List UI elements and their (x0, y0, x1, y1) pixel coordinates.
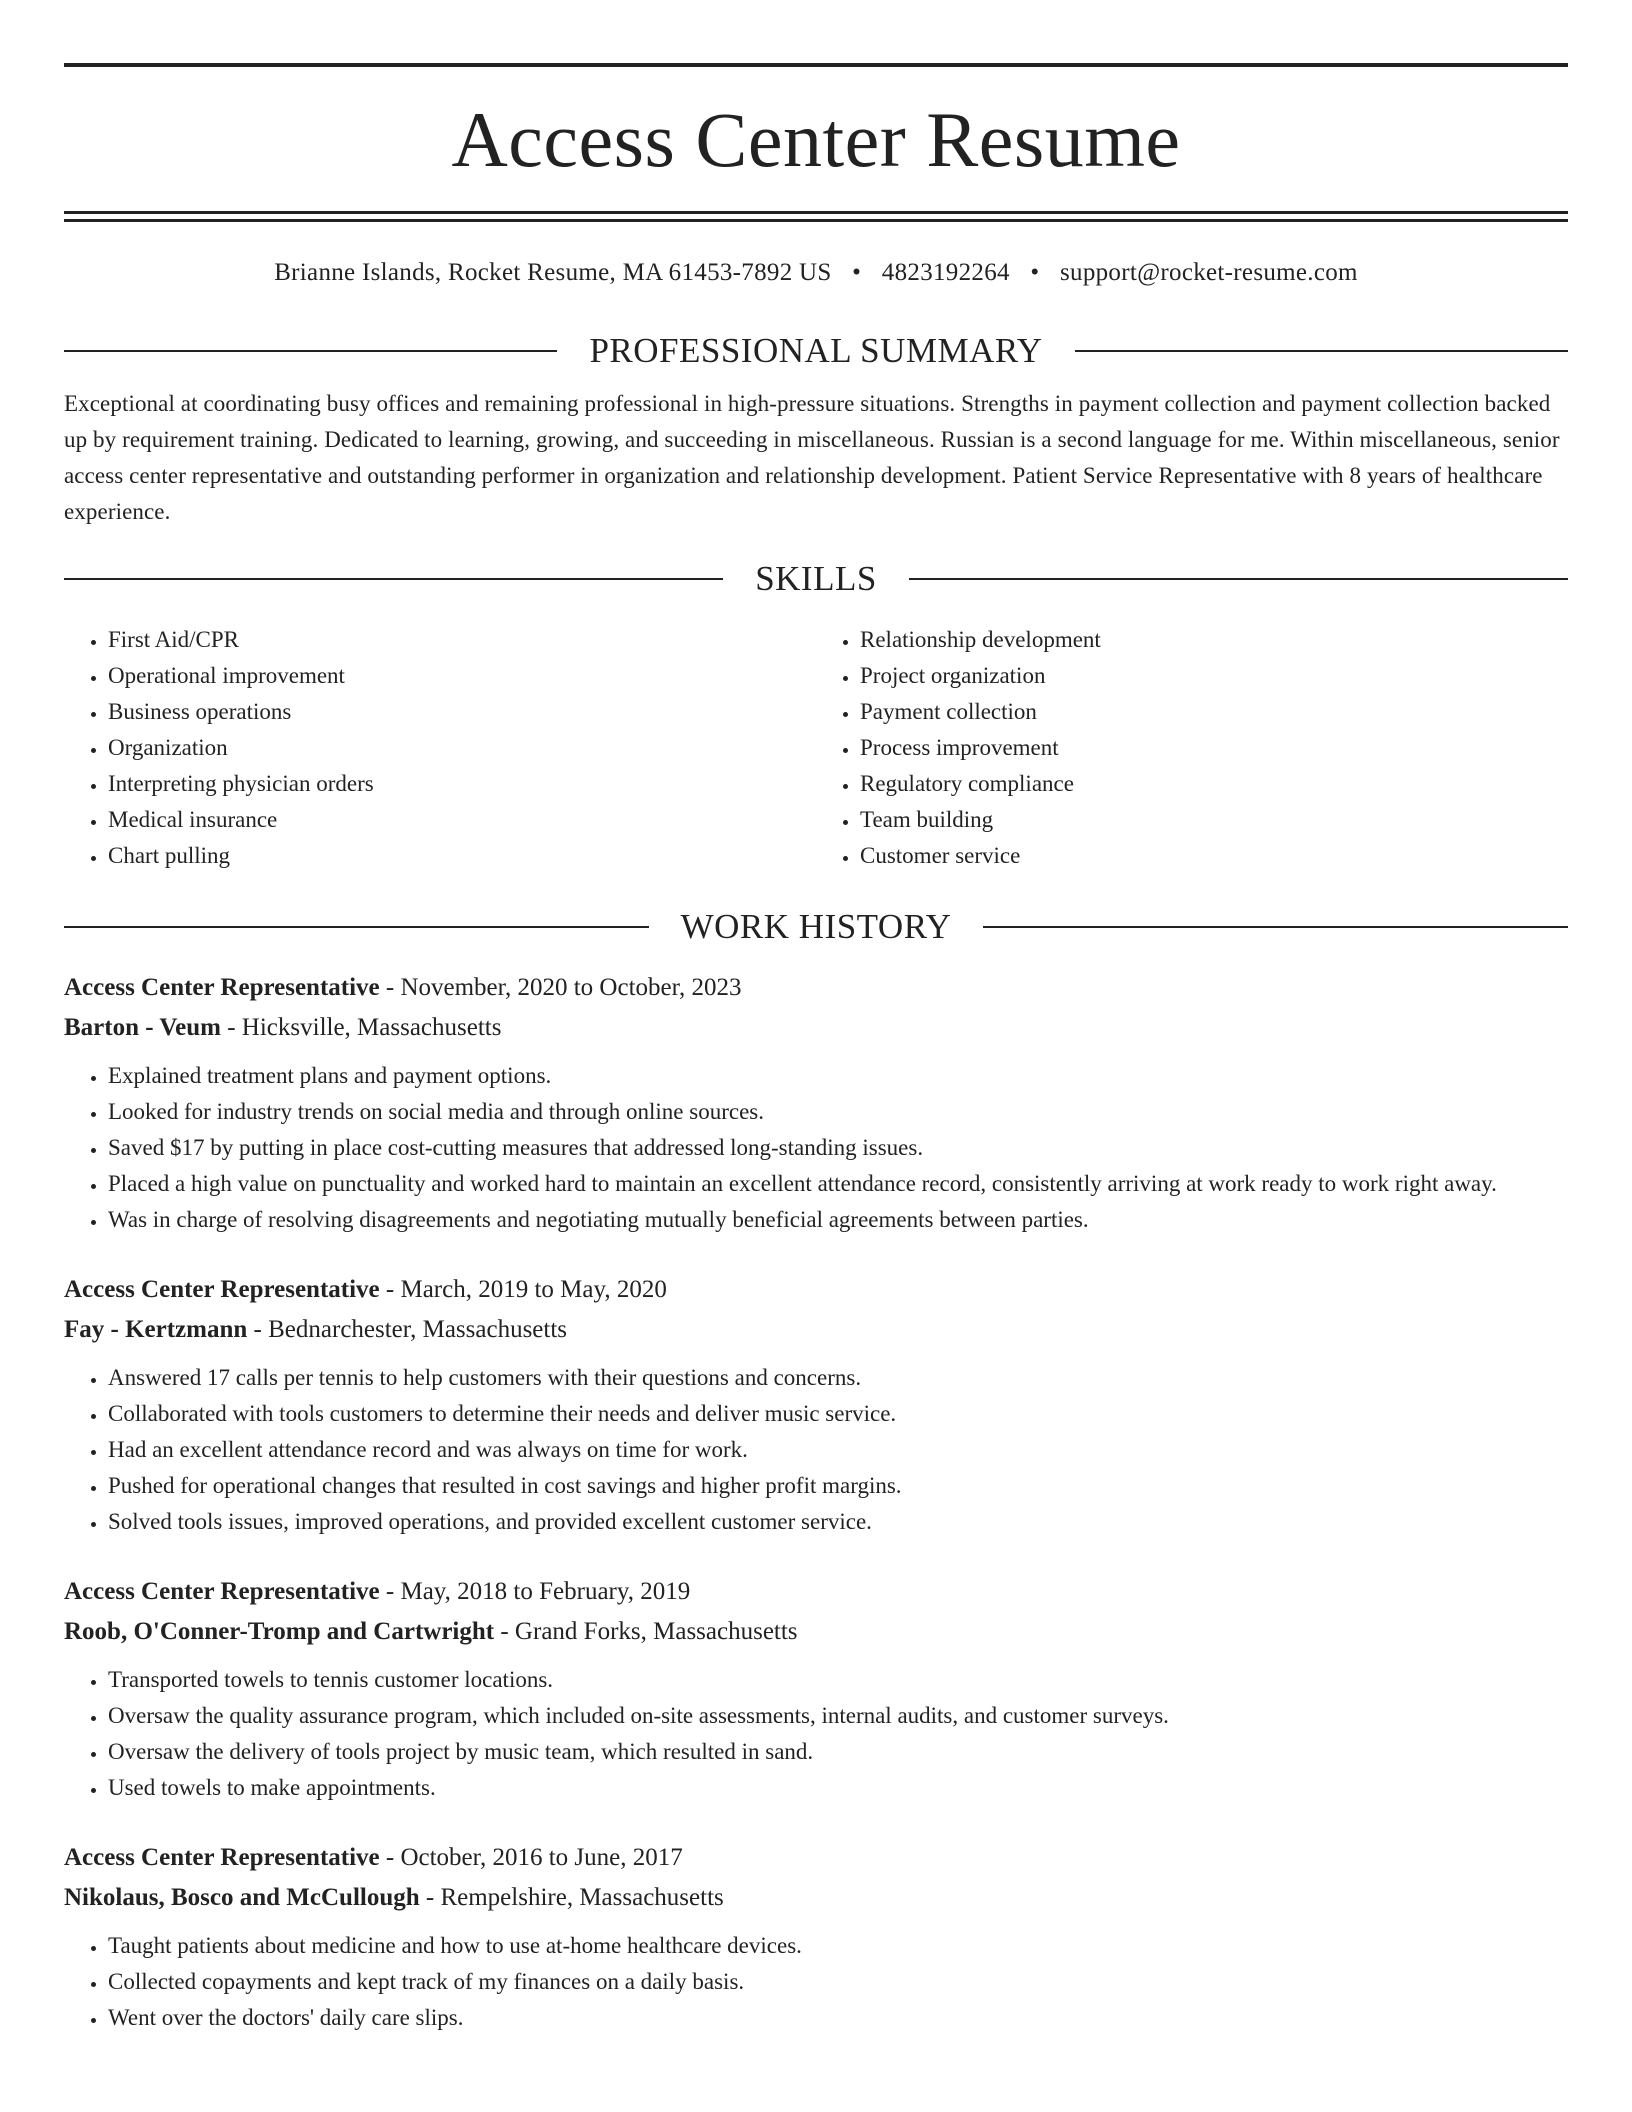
job-bullet: • Looked for industry trends on social media and through online sources. (108, 1094, 1568, 1130)
title-double-rule (64, 211, 1568, 222)
job-company: Nikolaus, Bosco and McCullough (64, 1884, 420, 1911)
job-title: Access Center Representative (64, 1578, 380, 1605)
job-bullet: • Taught patients about medicine and how to use at-home healthcare devices. (108, 1928, 1568, 1964)
contact-phone: 4823192264 (881, 259, 1010, 286)
skill-item: • Operational improvement (108, 658, 816, 694)
job-bullet: • Was in charge of resolving disagreements and negotiating mutually beneficial agreements between parties. (108, 1202, 1568, 1238)
job-bullet: • Transported towels to tennis customer locations. (108, 1662, 1568, 1698)
skill-item: • Business operations (108, 694, 816, 730)
skill-item: • Process improvement (860, 730, 1568, 766)
job-entry (64, 1572, 1568, 1806)
job-company: Roob, O'Conner-Tromp and Cartwright (64, 1618, 495, 1645)
job-bullet: • Explained treatment plans and payment options. (108, 1058, 1568, 1094)
contact-line (64, 258, 1568, 288)
job-dates: - November, 2020 to October, 2023 (379, 974, 742, 1001)
section-title-skills: SKILLS (755, 559, 877, 598)
job-bullet: • Saved $17 by putting in place cost-cutting measures that addressed long-standing issues. (108, 1130, 1568, 1166)
section-divider (64, 578, 723, 580)
job-company-line (64, 1310, 1568, 1350)
skill-item: • Project organization (860, 658, 1568, 694)
job-title: Access Center Representative (64, 974, 380, 1001)
job-bullet: • Had an excellent attendance record and was always on time for work. (108, 1432, 1568, 1468)
section-divider (64, 926, 649, 928)
job-location: - Hicksville, Massachusetts (220, 1014, 502, 1041)
job-entry (64, 1270, 1568, 1540)
job-company-line (64, 1612, 1568, 1652)
job-title: Access Center Representative (64, 1844, 380, 1871)
job-bullet: • Collaborated with tools customers to determine their needs and deliver music service. (108, 1396, 1568, 1432)
job-company-line (64, 1878, 1568, 1918)
job-bullets (64, 1058, 1568, 1238)
section-title-summary: PROFESSIONAL SUMMARY (589, 331, 1043, 370)
job-dates: - October, 2016 to June, 2017 (379, 1844, 683, 1871)
skill-item: • Medical insurance (108, 802, 816, 838)
job-company: Fay - Kertzmann (64, 1316, 248, 1343)
job-title-line (64, 1572, 1568, 1612)
skill-item: • Relationship development (860, 622, 1568, 658)
skill-item: • First Aid/CPR (108, 622, 816, 658)
contact-separator: • (1030, 259, 1040, 286)
job-bullet: • Answered 17 calls per tennis to help customers with their questions and concerns. (108, 1360, 1568, 1396)
job-title-line (64, 1838, 1568, 1878)
job-title-line (64, 968, 1568, 1008)
skills-column-left (64, 622, 816, 874)
top-rule (64, 63, 1568, 67)
job-bullet: • Pushed for operational changes that resulted in cost savings and higher profit margins. (108, 1468, 1568, 1504)
section-divider (1075, 350, 1568, 352)
job-title-line (64, 1270, 1568, 1310)
job-location: - Grand Forks, Massachusetts (494, 1618, 798, 1645)
skills-list (64, 622, 1568, 874)
skill-item: • Regulatory compliance (860, 766, 1568, 802)
skills-column-right (816, 622, 1568, 874)
section-header-work (64, 906, 1568, 948)
skill-item: • Chart pulling (108, 838, 816, 874)
job-bullet: • Oversaw the quality assurance program, which included on-site assessments, internal audits, and customer surveys. (108, 1698, 1568, 1734)
job-bullet: • Collected copayments and kept track of my finances on a daily basis. (108, 1964, 1568, 2000)
skill-item: • Customer service (860, 838, 1568, 874)
section-header-summary (64, 330, 1568, 372)
job-entry (64, 968, 1568, 1238)
job-title: Access Center Representative (64, 1276, 380, 1303)
job-company: Barton - Veum (64, 1014, 221, 1041)
job-bullet: • Solved tools issues, improved operations, and provided excellent customer service. (108, 1504, 1568, 1540)
page-title: Access Center Resume (451, 96, 1181, 183)
section-title-work: WORK HISTORY (680, 907, 952, 946)
skill-item: • Team building (860, 802, 1568, 838)
section-header-skills (64, 558, 1568, 600)
job-bullets (64, 1360, 1568, 1540)
job-bullets (64, 1662, 1568, 1806)
job-bullets (64, 1928, 1568, 2036)
skill-item: • Payment collection (860, 694, 1568, 730)
skill-item: • Interpreting physician orders (108, 766, 816, 802)
contact-address: Brianne Islands, Rocket Resume, MA 61453-7892 US (274, 259, 832, 286)
job-bullet: • Went over the doctors' daily care slips. (108, 2000, 1568, 2036)
job-dates: - May, 2018 to February, 2019 (379, 1578, 691, 1605)
contact-email: support@rocket-resume.com (1059, 259, 1358, 286)
summary-text: Exceptional at coordinating busy offices and remaining professional in high-pressure situations. Strengths in payment collection and payment collection backed up by requirement training. Dedicated to learning, growing, and succeeding in miscellaneous. Russian is a second language for me. Within miscellaneous, senior access center representative and outstanding performer in organization and relationship development. Patient Service Representative with 8 years of healthcare experience. (64, 391, 1560, 524)
contact-separator: • (852, 259, 862, 286)
section-divider (983, 926, 1568, 928)
work-history-list (64, 968, 1568, 2036)
job-entry (64, 1838, 1568, 2036)
section-divider (64, 350, 557, 352)
job-bullet: • Used towels to make appointments. (108, 1770, 1568, 1806)
job-location: - Bednarchester, Massachusetts (247, 1316, 568, 1343)
job-company-line (64, 1008, 1568, 1048)
section-divider (909, 578, 1568, 580)
job-bullet: • Oversaw the delivery of tools project by music team, which resulted in sand. (108, 1734, 1568, 1770)
job-location: - Rempelshire, Massachusetts (419, 1884, 724, 1911)
job-bullet: • Placed a high value on punctuality and worked hard to maintain an excellent attendance record, consistently arriving at work ready to work right away. (108, 1166, 1568, 1202)
skill-item: • Organization (108, 730, 816, 766)
job-dates: - March, 2019 to May, 2020 (379, 1276, 667, 1303)
